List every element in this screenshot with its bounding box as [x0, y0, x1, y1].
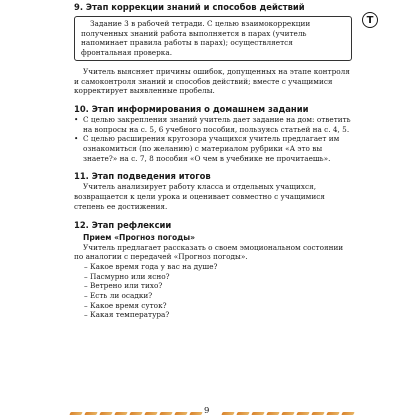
section-12-paragraph: Учитель предлагает рассказать о своем эмоциональном состоянии по аналогии с передачей «Прогноз погоды».	[74, 242, 344, 262]
page-footer	[0, 406, 420, 420]
question-item: – Пасмурно или ясно?	[84, 271, 170, 281]
section-9-box-text: Задание 3 в рабочей тетради. С целью взаимокоррекции полученных знаний работа выполняется в парах (учитель напоминает правила работы в парах); осуществляется фронтальная проверка.	[81, 19, 311, 58]
section-12-heading: 12. Этап рефлексии	[74, 219, 172, 230]
section-10-bullet-2: • С целью расширения кругозора учащихся учитель предлагает им ознакомиться (по желанию) с материалом рубрики «А это вы знаете?» на с. 7, 8 пособия «О чем в учебнике не прочитаешь».	[74, 134, 352, 163]
question-item: – Какое время года у вас на душе?	[84, 261, 218, 271]
section-10-bullets	[74, 115, 352, 164]
teacher-t-icon: T	[362, 12, 378, 28]
section-11-paragraph: Учитель анализирует работу класса и отдельных учащихся, возвращается к цели урока и оценивает совместно с учащимися степень ее достижения.	[74, 182, 325, 211]
question-item: – Есть ли осадки?	[84, 291, 153, 301]
question-item: – Какая температура?	[84, 310, 170, 320]
section-10-heading: 10. Этап информирования о домашнем задании	[74, 103, 309, 114]
section-9-paragraph: Учитель выясняет причины ошибок, допущенных на этапе контроля и самоконтроля знаний и способов действий; вместе с учащимися корректирует выявленные пробелы.	[74, 66, 350, 96]
section-11-heading: 11. Этап подведения итогов	[74, 171, 211, 182]
page-content	[74, 0, 352, 320]
question-item: – Ветрено или тихо?	[84, 281, 163, 291]
reflection-questions-list	[74, 262, 352, 320]
decorative-pencil-strip-right	[222, 412, 354, 416]
section-12-subheading: Прием «Прогноз погоды»	[83, 232, 196, 242]
decorative-pencil-strip-left	[70, 412, 202, 416]
page-number: 9	[204, 406, 210, 416]
section-10-bullet-1: • С целью закрепления знаний учитель дает задание на дом: ответить на вопросы на с. 5, 6 учебного пособия, пользуясь статьей на с. 4, 5.	[74, 115, 352, 134]
section-9-task-box	[74, 16, 352, 61]
question-item: – Какое время суток?	[84, 300, 167, 310]
section-9-heading: 9. Этап коррекции знаний и способов действий	[74, 2, 305, 12]
